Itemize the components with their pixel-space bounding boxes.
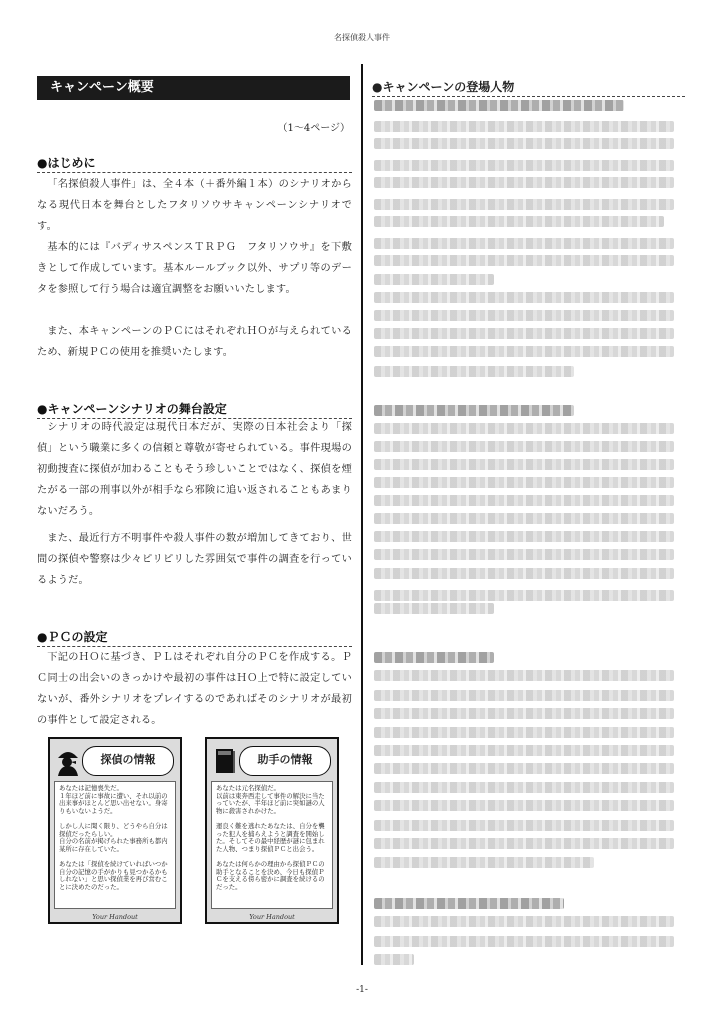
detective-card-body: あなたは記憶喪失だ。 １年ほど前に事故に遭い、それ以前の出来事がほとんど思い出せない。身寄りもいないようだ。 しかし人に聞く限り、どうやら自分は探偵だったらしい。 自分の名前が掲げられた事務所も都内某所に存在していた。 あなたは「探偵を続けていればいつか自分の記憶の手がかりも見つかるかもしれない」と思い探偵業を再び営むことに決めたのだった。: [54, 781, 176, 909]
detective-card-footer: Your Handout: [92, 913, 138, 921]
assistant-handout-card: [205, 737, 339, 924]
redacted-line: [374, 138, 674, 149]
assistant-card-body: あなたは元名探偵だ。 以前は東奔西走して事件の解決に当たっていたが、半年ほど前に突如謎の人物に殺害されかけた。 運良く難を逃れたあなたは、自分を襲った犯人を捕らえようと調査を開始した。そしてその最中経歴が謎に包まれた人物、つまり探偵ＰＣと出会う。 あなたは何らかの理由から探偵ＰＣの助手となることを決め、今日も探偵ＰＣを支える傍ら密かに調査を続けるのだった。: [211, 781, 333, 909]
redacted-line: [374, 441, 674, 452]
intro-paragraph-3: また、本キャンペーンのＰＣにはそれぞれＨＯが与えられているため、新規ＰＣの使用を推奨いたします。: [37, 326, 352, 358]
redacted-line: [374, 177, 674, 188]
section-heading-pc: ●ＰＣの設定: [37, 628, 352, 647]
redacted-line: [374, 160, 674, 171]
redacted-line: [374, 763, 674, 774]
setting-paragraph-2: また、最近行方不明事件や殺人事件の数が増加してきており、世間の探偵や警察は少々ピリピリした雰囲気で事件の調査を行っているようだ。: [37, 533, 352, 586]
redacted-line: [374, 568, 674, 579]
redacted-line: [374, 954, 414, 965]
intro-paragraph-1: 「名探偵殺人事件」は、全４本（＋番外編１本）のシナリオからなる現代日本を舞台としたフタリソウサキャンペーンシナリオです。: [37, 179, 352, 232]
redacted-line: [374, 745, 674, 756]
redacted-line: [374, 459, 674, 470]
redacted-line: [374, 328, 674, 339]
redacted-line: [374, 857, 594, 868]
intro-paragraph-2: 基本的には『バディサスペンスＴＲＰＧ フタリソウサ』を下敷きとして作成しています。基本ルールブック以外、サプリ等のデータを参照して行う場合は適宜調整をお願いいたします。: [37, 242, 352, 295]
redacted-line: [374, 513, 674, 524]
redacted-line: [374, 838, 674, 849]
book-icon: [213, 746, 237, 776]
redacted-line: [374, 346, 674, 357]
campaign-overview-title: キャンペーン概要: [37, 76, 350, 100]
assistant-card-footer: Your Handout: [249, 913, 295, 921]
setting-paragraph-1: シナリオの時代設定は現代日本だが、実際の日本社会より「探偵」という職業に多くの信頼と尊敬が寄せられている。事件現場の初動捜査に探偵が加わることもそう珍しいことではなく、探偵を煙たがる一部の刑事以外が相手なら邪険に追い返されることもあまりないだろう。: [37, 422, 352, 517]
redacted-line: [374, 405, 574, 416]
detective-card-title: 探偵の情報: [82, 746, 174, 776]
redacted-line: [374, 310, 674, 321]
redacted-line: [374, 292, 674, 303]
redacted-line: [374, 216, 664, 227]
redacted-line: [374, 820, 674, 831]
redacted-line: [374, 800, 674, 811]
redacted-line: [374, 531, 674, 542]
redacted-line: [374, 690, 674, 701]
redacted-line: [374, 708, 674, 719]
redacted-line: [374, 916, 674, 927]
redacted-line: [374, 423, 674, 434]
redacted-line: [374, 652, 494, 663]
redacted-line: [374, 495, 674, 506]
pc-paragraph-1: 下記のＨＯに基づき、ＰＬはそれぞれ自分のＰＣを作成する。ＰＣ同士の出会いのきっかけや最初の事件はＨＯ上で特に設定していないが、番外シナリオをプレイするのであればそのシナリオが最初の事件として設定される。: [37, 652, 352, 726]
redacted-line: [374, 727, 674, 738]
redacted-line: [374, 936, 674, 947]
page-number: -1-: [356, 985, 368, 995]
section-heading-intro: ●はじめに: [37, 154, 352, 173]
assistant-card-title: 助手の情報: [239, 746, 331, 776]
page-header: 名探偵殺人事件: [334, 33, 390, 42]
detective-handout-card: [48, 737, 182, 924]
redacted-line: [374, 782, 674, 793]
characters-heading: ●キャンペーンの登場人物: [372, 78, 685, 97]
redacted-line: [374, 274, 494, 285]
page-range: （1～4ページ）: [277, 123, 350, 134]
detective-icon: [56, 746, 80, 776]
redacted-line: [374, 199, 674, 210]
redacted-line: [374, 670, 674, 681]
redacted-line: [374, 603, 494, 614]
redacted-line: [374, 121, 674, 132]
redacted-line: [374, 238, 674, 249]
redacted-line: [374, 590, 674, 601]
redacted-line: [374, 549, 674, 560]
redacted-line: [374, 366, 574, 377]
redacted-line: [374, 100, 624, 111]
redacted-line: [374, 477, 674, 488]
column-divider: [361, 64, 363, 965]
redacted-line: [374, 898, 564, 909]
redacted-line: [374, 255, 674, 266]
section-heading-setting: ●キャンペーンシナリオの舞台設定: [37, 400, 352, 419]
